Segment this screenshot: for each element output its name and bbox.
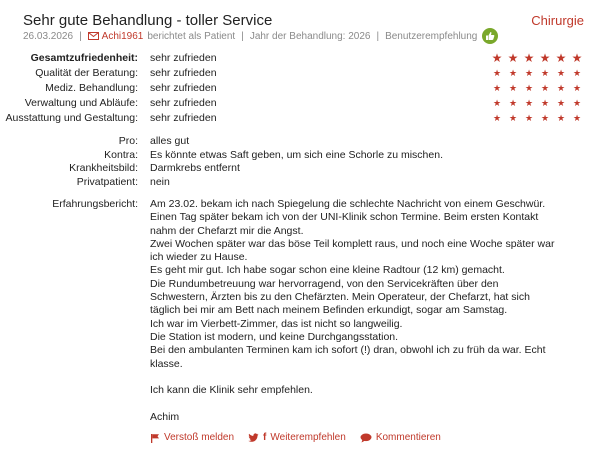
- star-icon: ★: [540, 98, 550, 108]
- separator: |: [79, 30, 82, 42]
- star-icon: ★: [556, 68, 566, 78]
- star-icon: ★: [555, 51, 567, 65]
- report-line: Bei den ambulanten Terminen kam ich sofort (!) dran, obwohl ich zu früh da war. Echt: [150, 344, 546, 357]
- report-line: Es geht mir gut. Ich habe sogar schon eine kleine Radtour (12 km) gemacht.: [150, 264, 505, 277]
- star-icon: ★: [492, 98, 502, 108]
- flag-icon: [150, 433, 160, 443]
- star-icon: ★: [524, 98, 534, 108]
- category-link[interactable]: Chirurgie: [531, 13, 584, 28]
- detail-value: Es könnte etwas Saft geben, um sich eine Schorle zu mischen.: [150, 148, 443, 161]
- rating-row-administration: [0, 96, 600, 111]
- paragraph-gap: [150, 371, 510, 384]
- details-list: [0, 135, 600, 190]
- rating-label: Ausstattung und Gestaltung:: [5, 112, 138, 124]
- detail-label: Privatpatient:: [76, 176, 138, 189]
- report-line: nahm der Chefarzt mir die Angst.: [150, 224, 304, 237]
- comment-label: Kommentieren: [375, 432, 441, 443]
- review-meta: [23, 28, 498, 44]
- star-rating: [489, 111, 585, 126]
- star-icon: ★: [540, 83, 550, 93]
- comment-icon: [360, 433, 372, 443]
- detail-row-contra: [0, 149, 600, 163]
- rating-value: sehr zufrieden: [150, 97, 217, 109]
- star-rating: [489, 51, 585, 66]
- report-line: Am 23.02. bekam ich nach Spiegelung die schlechte Nachricht von einem Geschwür.: [150, 198, 546, 210]
- report-line: Ich war im Vierbett-Zimmer, das ist nicht so langweilig.: [150, 317, 403, 330]
- star-rating: [489, 96, 585, 111]
- detail-label: Kontra:: [104, 148, 138, 161]
- star-icon: ★: [571, 51, 583, 65]
- review-title: Sehr gute Behandlung - toller Service: [23, 12, 273, 29]
- star-icon: ★: [524, 113, 534, 123]
- star-icon: ★: [540, 68, 550, 78]
- report-line: Schwestern, Ärzten bis zu den Chefärzten. Mein Operateur, der Chefarzt, hat sich: [150, 291, 530, 304]
- detail-value: nein: [150, 176, 170, 189]
- star-icon: ★: [556, 113, 566, 123]
- report-line: Die Station ist modern, und keine Durchgangsstation.: [150, 330, 399, 343]
- author-suffix: berichtet als Patient: [147, 30, 236, 42]
- star-icon: ★: [508, 98, 518, 108]
- comment-button[interactable]: [360, 432, 441, 443]
- detail-row-condition: [0, 162, 600, 176]
- detail-row-private-patient: [0, 176, 600, 190]
- rating-value: sehr zufrieden: [150, 67, 217, 79]
- report-line: täglich bei mir am Bett nach meinem Befinden erkundigt, sogar am Samstag.: [150, 304, 508, 317]
- rating-row-overall: [0, 51, 600, 66]
- star-icon: ★: [523, 51, 535, 65]
- star-icon: ★: [508, 83, 518, 93]
- star-icon: ★: [572, 113, 582, 123]
- detail-row-pro: [0, 135, 600, 149]
- rating-row-consultation: [0, 66, 600, 81]
- rating-row-facilities: [0, 111, 600, 126]
- report-line: klasse.: [150, 357, 183, 370]
- star-icon: ★: [556, 83, 566, 93]
- report-line: Zwei Wochen später war das böse Teil komplett raus, und noch eine Woche später war: [150, 237, 555, 250]
- rating-value: sehr zufrieden: [150, 82, 217, 94]
- paragraph-gap: [150, 397, 510, 410]
- thumbs-up-icon: [482, 28, 498, 44]
- recommendation-label: Benutzerempfehlung: [385, 30, 478, 42]
- rating-label: Qualität der Beratung:: [35, 67, 138, 79]
- rating-label: Verwaltung und Abläufe:: [24, 97, 138, 109]
- rating-row-treatment: [0, 81, 600, 96]
- review-actions: [150, 432, 455, 443]
- report-line: Ich kann die Klinik sehr empfehlen.: [150, 384, 313, 397]
- detail-value: Darmkrebs entfernt: [150, 162, 240, 175]
- detail-label: Krankheitsbild:: [69, 162, 138, 175]
- star-icon: ★: [572, 98, 582, 108]
- star-icon: ★: [491, 51, 503, 65]
- star-icon: ★: [556, 98, 566, 108]
- rating-label: Mediz. Behandlung:: [45, 82, 138, 94]
- star-icon: ★: [572, 68, 582, 78]
- report-violation-button[interactable]: [150, 432, 234, 443]
- facebook-icon: f: [263, 432, 267, 443]
- mail-icon[interactable]: [88, 32, 99, 40]
- star-icon: ★: [540, 113, 550, 123]
- rating-label: Gesamtzufriedenheit:: [30, 52, 138, 64]
- review-date: 26.03.2026: [23, 30, 74, 42]
- recommend-button[interactable]: [248, 432, 346, 443]
- author-link[interactable]: Achi1961: [101, 30, 144, 42]
- recommend-label: Weiterempfehlen: [270, 432, 346, 443]
- report-label: Erfahrungsbericht:: [52, 198, 138, 210]
- star-icon: ★: [524, 68, 534, 78]
- star-icon: ★: [539, 51, 551, 65]
- star-icon: ★: [492, 68, 502, 78]
- report-line: Die Rundumbetreuung war hervorragend, von den Servicekräften über den: [150, 277, 499, 290]
- rating-value: sehr zufrieden: [150, 52, 217, 64]
- star-icon: ★: [572, 83, 582, 93]
- separator: |: [376, 30, 380, 42]
- star-icon: ★: [492, 83, 502, 93]
- star-icon: ★: [507, 51, 519, 65]
- detail-label: Pro:: [118, 135, 138, 147]
- star-icon: ★: [508, 68, 518, 78]
- star-icon: ★: [524, 83, 534, 93]
- treatment-year: Jahr der Behandlung: 2026: [249, 30, 371, 42]
- star-icon: ★: [492, 113, 502, 123]
- ratings-list: [0, 51, 600, 126]
- twitter-icon: [248, 433, 259, 443]
- report-violation-label: Verstoß melden: [164, 432, 235, 443]
- report-line: Achim: [150, 410, 180, 423]
- star-icon: ★: [508, 113, 518, 123]
- detail-value: alles gut: [150, 135, 190, 147]
- separator: |: [241, 30, 244, 42]
- report-line: ich wieder zu Hause.: [150, 251, 248, 264]
- star-rating: [489, 81, 585, 96]
- rating-value: sehr zufrieden: [150, 112, 217, 124]
- star-rating: [489, 66, 585, 81]
- report-body: [150, 198, 555, 424]
- report-line: Einen Tag später bekam ich von der UNI-Klinik schon Termine. Beim ersten Kontakt: [150, 211, 539, 224]
